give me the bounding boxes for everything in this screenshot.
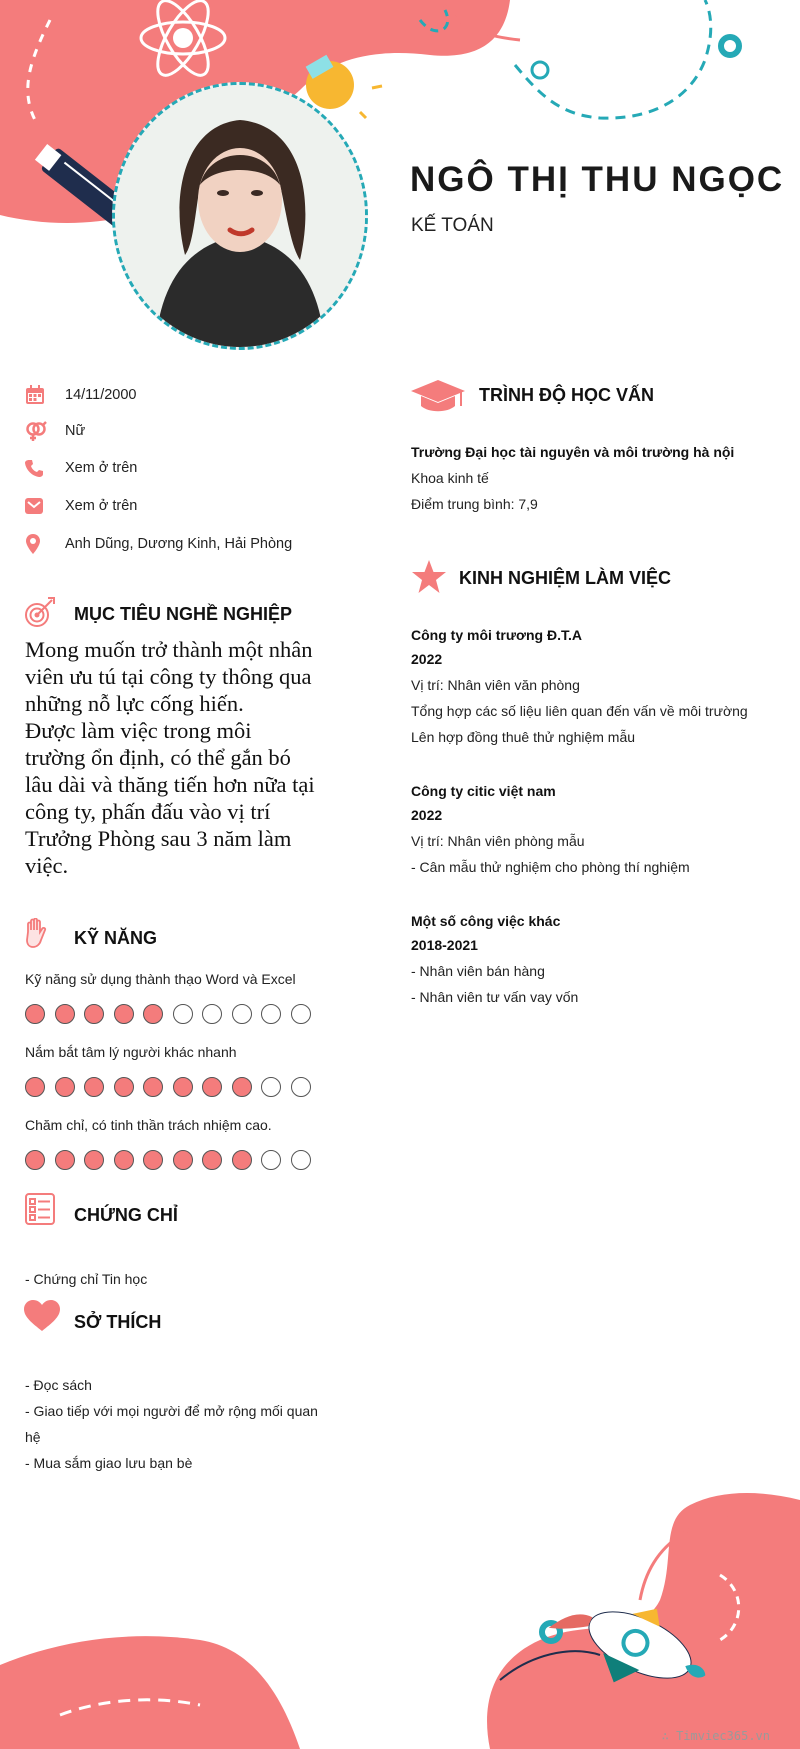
education-faculty: Khoa kinh tế — [411, 470, 489, 486]
job-year — [411, 802, 442, 828]
rating-dot-empty — [261, 1004, 281, 1024]
hobby-item: - Giao tiếp với mọi người để mở rộng mối quan — [25, 1403, 318, 1419]
year-value: 2022 — [411, 807, 443, 823]
rating-dot-filled — [25, 1004, 45, 1024]
rating-dot-empty — [232, 1004, 252, 1024]
hobbies-title: SỞ THÍCH — [74, 1312, 162, 1332]
job-company — [411, 908, 560, 934]
education-gpa: Điểm trung bình: 7,9 — [411, 496, 538, 512]
phone-icon — [25, 456, 53, 480]
objective-text: Mong muốn trở thành một nhân viên ưu tú tại công ty thông qua những nỗ lực cống hiến. Được làm việc trong môi trường ổn định, có thể gắn bó lâu dài và thăng tiến hơn nữa tại công ty, phấn đấu vào vị trí Trưởng Phòng sau 3 năm làm việc. — [25, 637, 315, 878]
rating-dot-filled — [84, 1150, 104, 1170]
person-avatar-icon — [115, 85, 365, 347]
watermark-text: Timviec365.vn — [676, 1729, 770, 1743]
experience-title: KINH NGHIỆM LÀM VIỆC — [459, 568, 672, 588]
rating-dot-filled — [25, 1077, 45, 1097]
star-icon — [411, 560, 447, 599]
job-line: Vị trí: Nhân viên văn phòng — [411, 677, 580, 693]
rating-dot-empty — [261, 1150, 281, 1170]
education-school — [411, 439, 734, 465]
objective-title: MỤC TIÊU NGHỀ NGHIỆP — [74, 604, 293, 624]
rating-dot-filled — [55, 1004, 75, 1024]
skill-rating — [25, 1150, 320, 1170]
rating-dot-filled — [202, 1077, 222, 1097]
rating-dot-empty — [202, 1004, 222, 1024]
rating-dot-filled — [25, 1150, 45, 1170]
company-name: Một số công việc khác — [411, 913, 561, 929]
location-pin-icon — [25, 532, 53, 556]
hobby-item: - Mua sắm giao lưu bạn bè — [25, 1455, 193, 1471]
skills-title: KỸ NĂNG — [74, 928, 158, 948]
rating-dot-filled — [202, 1150, 222, 1170]
heart-icon — [24, 1300, 60, 1337]
rating-dot-filled — [143, 1150, 163, 1170]
job-line: Tổng hợp các số liệu liên quan đến vấn về môi trường — [411, 703, 748, 719]
job-company — [411, 778, 556, 804]
rating-dot-filled — [84, 1004, 104, 1024]
rating-dot-filled — [114, 1004, 134, 1024]
info-email — [25, 494, 137, 518]
rating-dot-empty — [173, 1004, 193, 1024]
rating-dot-filled — [143, 1004, 163, 1024]
year-value: 2022 — [411, 651, 443, 667]
checklist-icon — [24, 1193, 56, 1230]
job-year — [411, 646, 442, 672]
rating-dot-empty — [261, 1077, 281, 1097]
skill-name: Nắm bắt tâm lý người khác nhanh — [25, 1044, 237, 1060]
rating-dot-filled — [114, 1150, 134, 1170]
skill-rating — [25, 1077, 320, 1097]
address-value: Anh Dũng, Dương Kinh, Hải Phòng — [65, 536, 293, 552]
hobby-item: hệ — [25, 1429, 41, 1445]
rating-dot-filled — [143, 1077, 163, 1097]
hand-icon — [24, 918, 48, 955]
hobby-item: - Đọc sách — [25, 1377, 92, 1393]
rating-dot-filled — [55, 1150, 75, 1170]
candidate-name: NGÔ THỊ THU NGỌC — [410, 160, 785, 199]
rating-dot-filled — [84, 1077, 104, 1097]
gender-value: Nữ — [65, 423, 86, 439]
job-title: KẾ TOÁN — [411, 215, 494, 236]
certificate-item: - Chứng chỉ Tin học — [25, 1271, 148, 1287]
rating-dot-filled — [114, 1077, 134, 1097]
rating-dot-filled — [232, 1077, 252, 1097]
graduation-cap-icon — [411, 378, 465, 419]
birthday-value: 14/11/2000 — [65, 387, 137, 403]
phone-value: Xem ở trên — [65, 460, 138, 476]
job-line: Lên hợp đồng thuê thử nghiệm mẫu — [411, 729, 636, 745]
education-title: TRÌNH ĐỘ HỌC VẤN — [479, 385, 654, 405]
mail-icon — [25, 494, 53, 518]
job-year — [411, 932, 478, 958]
job-line: - Cân mẫu thử nghiệm cho phòng thí nghiệm — [411, 859, 690, 875]
info-gender — [25, 419, 85, 443]
job-line: Vị trí: Nhân viên phòng mẫu — [411, 833, 585, 849]
rating-dot-filled — [55, 1077, 75, 1097]
info-address — [25, 532, 292, 556]
job-company — [411, 622, 582, 648]
rating-dot-empty — [291, 1150, 311, 1170]
target-icon — [24, 596, 56, 633]
rating-dot-empty — [291, 1077, 311, 1097]
job-line: - Nhân viên bán hàng — [411, 963, 545, 979]
company-name: Công ty citic việt nam — [411, 783, 556, 799]
email-value: Xem ở trên — [65, 498, 138, 514]
gender-icon — [25, 419, 53, 443]
company-name: Công ty môi trương Đ.T.A — [411, 627, 582, 643]
rating-dot-filled — [173, 1150, 193, 1170]
watermark: ∴ Timviec365.vn — [661, 1729, 770, 1743]
skill-name: Kỹ năng sử dụng thành thạo Word và Excel — [25, 971, 296, 987]
profile-photo — [112, 82, 368, 350]
rating-dot-filled — [173, 1077, 193, 1097]
info-phone — [25, 456, 137, 480]
school-name: Trường Đại học tài nguyên và môi trường hà nội — [411, 444, 735, 460]
info-birthday — [25, 383, 137, 407]
rating-dot-empty — [291, 1004, 311, 1024]
calendar-icon — [25, 383, 53, 407]
job-line: - Nhân viên tư vấn vay vốn — [411, 989, 579, 1005]
skill-rating — [25, 1004, 320, 1024]
rating-dot-filled — [232, 1150, 252, 1170]
certificates-title: CHỨNG CHỈ — [74, 1205, 178, 1225]
year-value: 2018-2021 — [411, 937, 478, 953]
skill-name: Chăm chỉ, có tinh thần trách nhiệm cao. — [25, 1117, 272, 1133]
